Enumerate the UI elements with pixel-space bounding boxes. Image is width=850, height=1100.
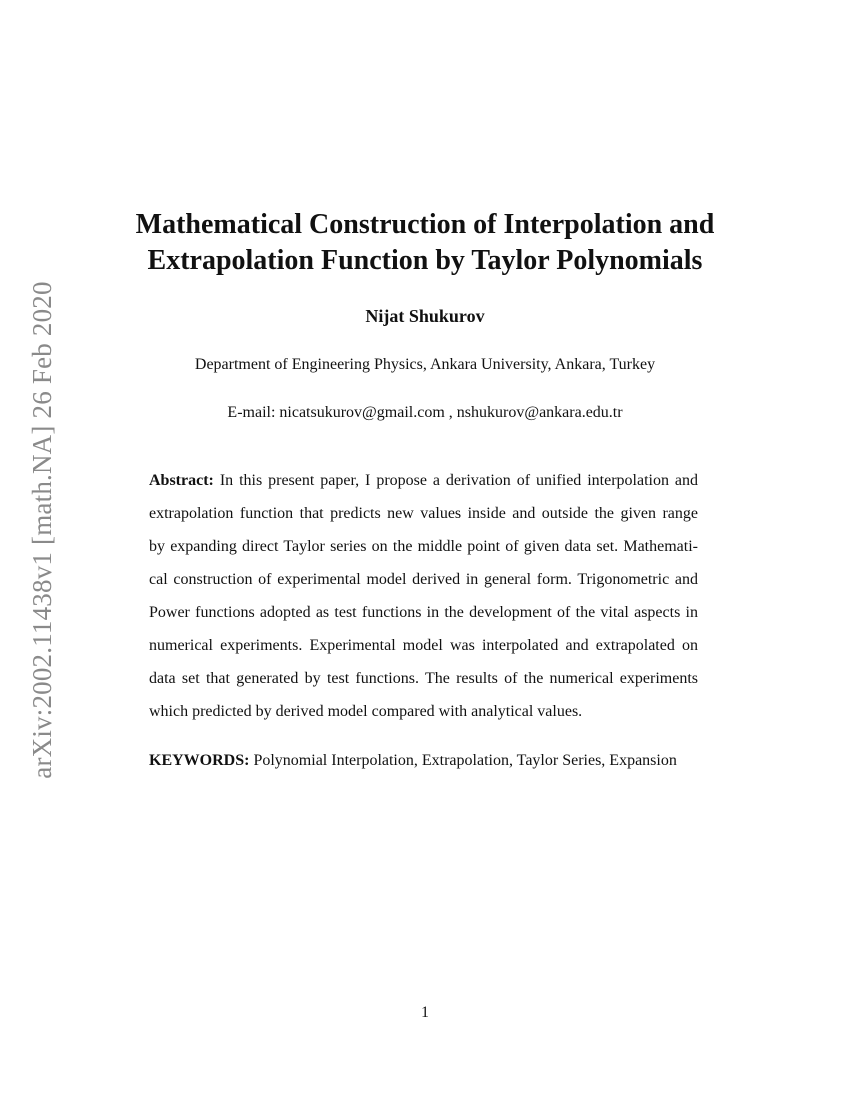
abstract-line: numerical experiments. Experimental model was interpolated and extrapolated on [149, 637, 698, 654]
keywords-label: KEYWORDS: [149, 752, 250, 769]
email-line: E-mail: nicatsukurov@gmail.com , nshukurov@ankara.edu.tr [227, 404, 623, 421]
affiliation: Department of Engineering Physics, Ankara University, Ankara, Turkey [194, 356, 656, 373]
abstract-line: data set that generated by test functions. The results of the numerical experiments [149, 670, 698, 687]
abstract-line: which predicted by derived model compared with analytical values. [149, 703, 583, 720]
keywords [149, 749, 709, 773]
arxiv-stamp: arXiv:2002.11438v1 [math.NA] 26 Feb 2020 [27, 281, 57, 779]
abstract-line: by expanding direct Taylor series on the middle point of given data set. Mathemati- [149, 538, 698, 555]
page-number: 1 [421, 1004, 429, 1021]
paper-title [95, 207, 755, 279]
title-line: Mathematical Construction of Interpolation and [135, 209, 715, 240]
abstract-line [149, 464, 698, 497]
abstract-label: Abstract: [149, 472, 214, 489]
abstract-line: cal construction of experimental model derived in general form. Trigonometric and [149, 571, 698, 588]
abstract-line: extrapolation function that predicts new values inside and outside the given range [149, 505, 698, 522]
title-line: Extrapolation Function by Taylor Polynomials [147, 245, 703, 276]
abstract [149, 464, 698, 728]
abstract-text: In this present paper, I propose a derivation of unified interpolation and [219, 472, 699, 489]
abstract-line: Power functions adopted as test functions in the development of the vital aspects in [149, 604, 698, 621]
keywords-text: Polynomial Interpolation, Extrapolation, Taylor Series, Expansion [253, 752, 677, 769]
author-name: Nijat Shukurov [365, 306, 485, 326]
